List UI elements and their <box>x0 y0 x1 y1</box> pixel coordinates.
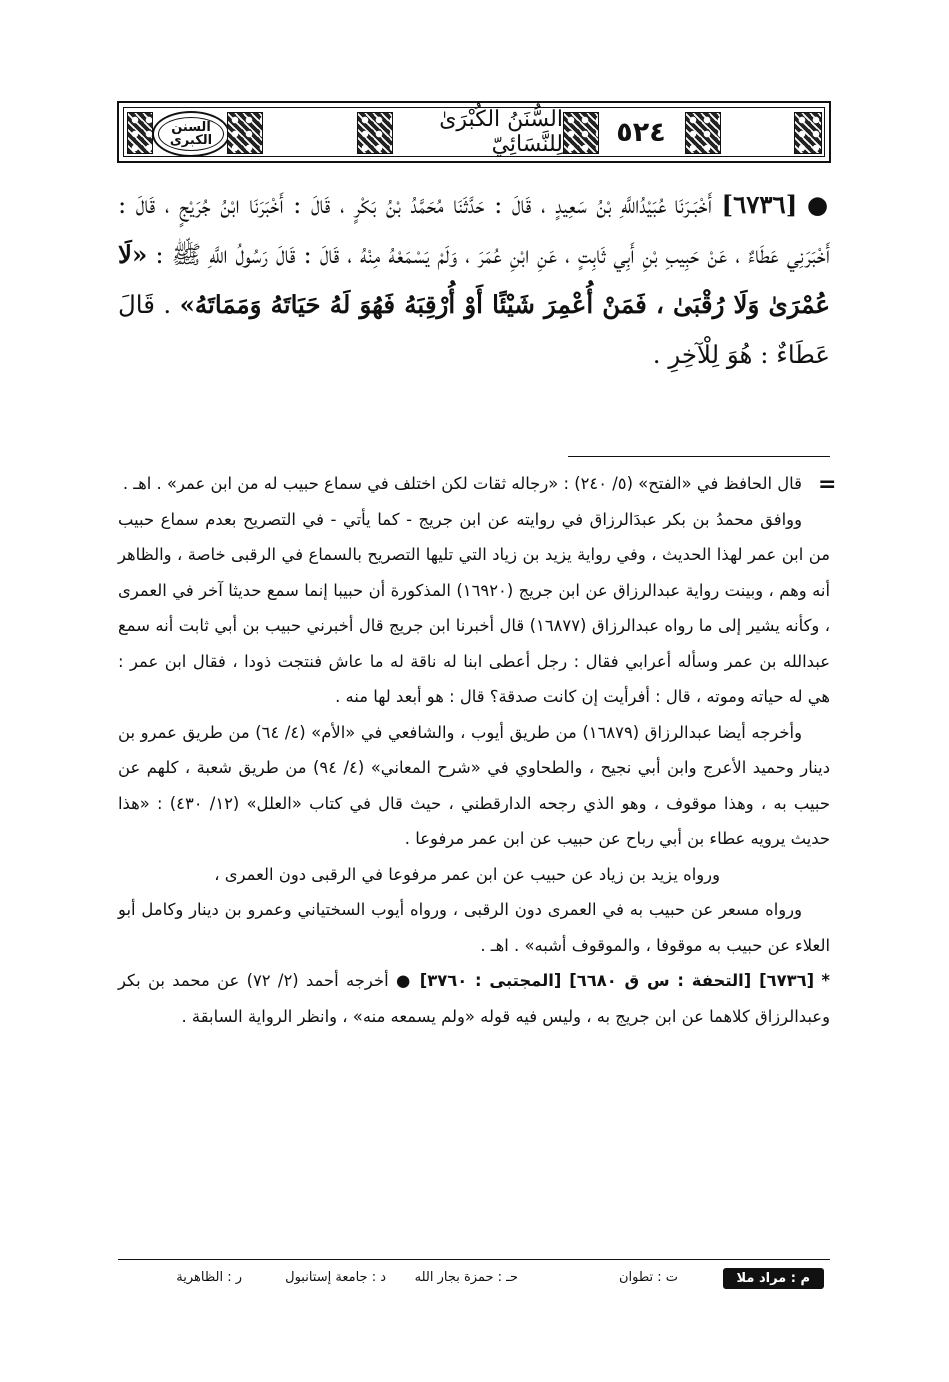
hadith-text <box>118 180 830 380</box>
footer-separator <box>118 1259 830 1260</box>
page-number: ٥٢٤ <box>616 116 666 148</box>
bullet-mark: ● <box>806 190 830 219</box>
hadith-number: [٦٧٣٦] <box>721 190 798 219</box>
book-seal-logo <box>152 111 230 157</box>
ornament-strip <box>685 112 721 154</box>
ornament-strip <box>227 112 263 154</box>
star-mark: * <box>821 971 830 990</box>
legend-item-istanbul: د : جامعة إستانبول <box>285 1270 386 1285</box>
ornament-strip <box>794 112 822 154</box>
takhrij-note <box>118 963 830 1034</box>
manuscript-legend <box>118 1266 830 1296</box>
footnote-paragraph: ووافق محمدُ بن بكر عبدَالرزاق في روايته عن ابن جريج - كما يأتي - في التصريح بعدم سماع حبيب من ابن عمر لهذا الحديث ، وفي رواية يزيد بن زياد التي تليها التصريح بالسماع في الرقبى خاصة ، والظاهر أنه وهم ، وبينت رواية عبدالرزاق عن ابن جريج (١٦٩٢٠) المذكورة أن حبيبا إنما سمع حديثا آخر في العمرى ، وكأنه يشير إلى ما رواه عبدالرزاق (١٦٨٧٧) قال أخبرنا ابن جريج قال أخبرني حبيب بن أبي ثابت أنه سمع عبدالله بن عمر وسأله أعرابي فقال : رجل أعطى ابنا له ناقة له ما عاش فنتجت ذودا ، فقال ابن عمر : هي له حياته وموته ، قال : أفرأيت إن كانت صدقة؟ قال : هو أبعد لها منه . <box>118 509 831 706</box>
ornament-strip <box>127 112 153 154</box>
footnote-separator <box>568 456 830 457</box>
legend-item-tetouan: ت : تطوان <box>618 1270 678 1285</box>
bullet-mark: ● <box>395 971 413 990</box>
takhrij-reference: [٦٧٣٦] [التحفة : س ق ٦٦٨٠] [المجتبى : ٣٧٦٠] <box>419 971 815 990</box>
hadith-isnad: أَخْبَـرَنَا عُبَيْدُاللَّهِ بْنُ سَعِيدٍ ، قَالَ : حَدَّثَنَا مُحَمَّدُ بْنُ بَكْرٍ ، قَالَ : أَخْبَرَنَا ابْنُ جُرَيْجٍ ، قَالَ : أَخْبَرَنِي عَطَاءٌ ، عَنْ حَبِيبِ بْنِ أَبِي ثَابِتٍ ، عَنِ ابْنِ عُمَرَ ، وَلَمْ يَسْمَعْهُ مِنْهُ ، قَالَ : قَالَ رَسُولُ اللَّهِ ﷺ : <box>118 190 830 269</box>
takhrij-text: أخرجه أحمد (٢/ ٧٢) عن محمد بن بكر وعبدالرزاق كلاهما عن ابن جريج به ، وليس فيه قوله «ولم يسمعه منه» ، وانظر الرواية السابقة . <box>118 971 830 1026</box>
legend-item-hamza: حـ : حمزة بجار الله <box>414 1270 518 1285</box>
footnote-paragraph: وأخرجه أيضا عبدالرزاق (١٦٨٧٩) من طريق أيوب ، والشافعي في «الأم» (٤/ ٦٤) من طريق عمرو بن دينار وحميد الأعرج وابن أبي نجيح ، والطحاوي في «شرح المعاني» (٤/ ٩٤) من طريق شعبة ، كلهم عن حبيب به ، وهذا موقوف ، وهو الذي رجحه الدارقطني ، حيث قال في كتاب «العلل» (١٢/ ٤٣٠) : «هذا حديث يرويه عطاء بن أبي رباح عن حبيب عن ابن عمر مرفوعا . <box>118 722 831 848</box>
title-box <box>391 107 563 157</box>
footnote-paragraph: ورواه مسعر عن حبيب به في العمرى دون الرقبى ، ورواه أيوب السختياني وعمرو بن دينار وكامل أبو العلاء عن حبيب به موقوفا ، والموقوف أشبه» . اهـ . <box>118 900 830 955</box>
legend-item-zahiriyya: ر : الظاهرية <box>176 1270 242 1285</box>
page-header <box>117 101 831 163</box>
hadith-matn: «لَا عُمْرَىٰ وَلَا رُقْبَىٰ ، فَمَنْ أُعْمِرَ شَيْئًا أَوْ أُرْقِبَهُ فَهُوَ لَهُ حَيَاتَهُ وَمَمَاتَهُ» <box>118 240 830 319</box>
footnote-paragraph: ورواه يزيد بن زياد عن حبيب عن ابن عمر مرفوعا في الرقبى دون العمرى ، <box>214 864 720 884</box>
legend-item-murad-mulla: م : مراد ملا <box>723 1268 825 1289</box>
book-title: السُّنَنُ الكُبْرَىٰ لِلنَّسَائِيّ <box>439 107 563 157</box>
continuation-mark: = <box>818 472 837 497</box>
seal-text: السنن الكبرى <box>169 120 213 148</box>
footnotes <box>118 466 830 1034</box>
hadith-ending: . قَالَ عَطَاءٌ : هُوَ لِلْآخِرِ . <box>118 290 830 369</box>
ornament-strip <box>357 112 393 154</box>
footnote-paragraph: قال الحافظ في «الفتح» (٥/ ٢٤٠) : «رجاله ثقات لكن اختلف في سماع حبيب له من ابن عمر» . اهـ . <box>122 474 802 493</box>
ornament-strip <box>563 112 599 154</box>
page-number-box <box>597 111 685 153</box>
